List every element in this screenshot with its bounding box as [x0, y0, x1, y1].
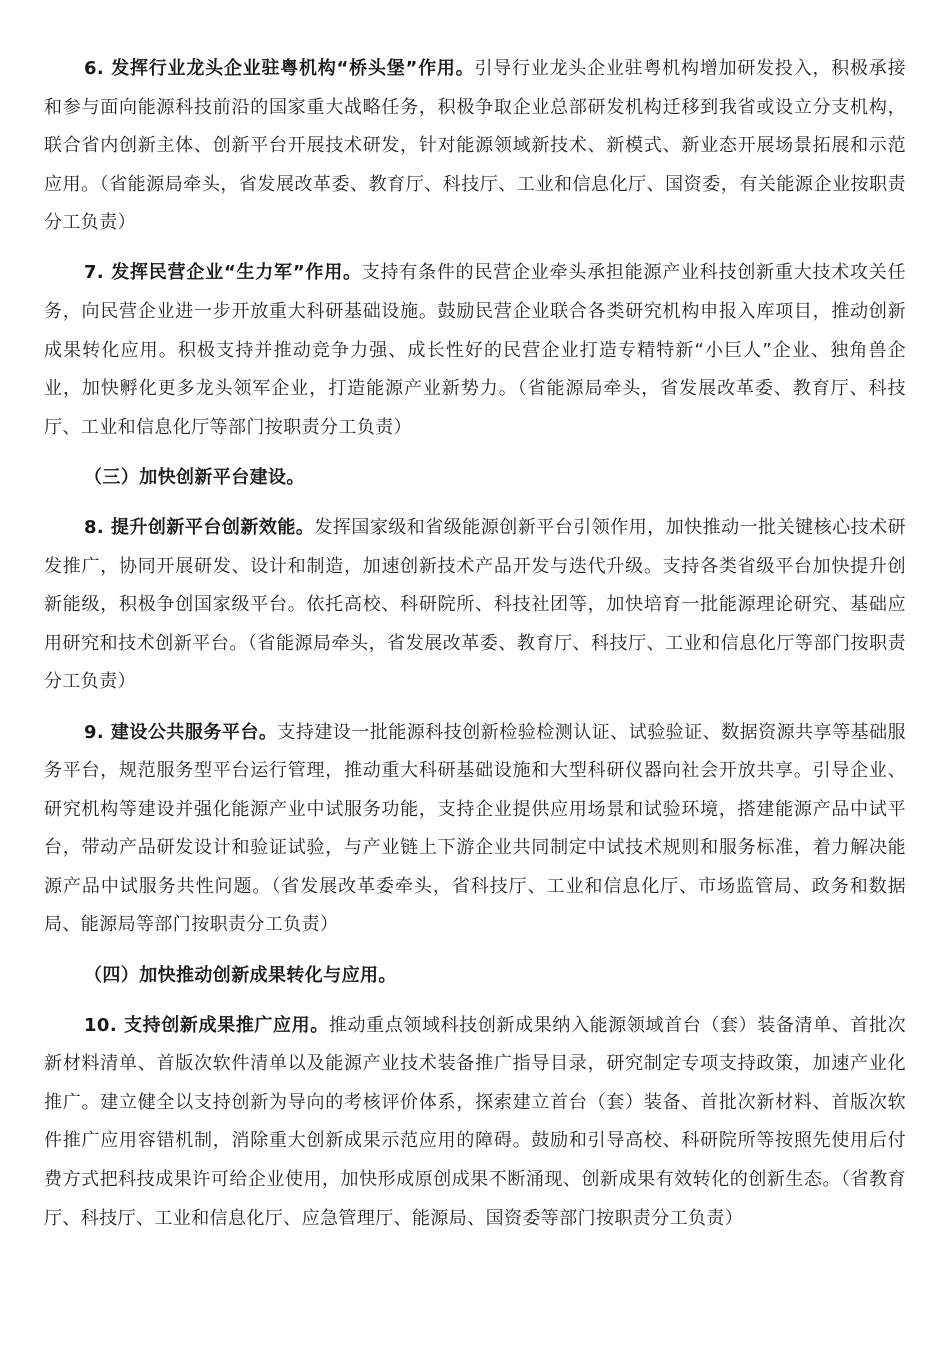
item-8-lead: 8. 提升创新平台创新效能。: [84, 517, 315, 539]
paragraph-item-10: [44, 1007, 906, 1239]
paragraph-item-9: [44, 714, 906, 946]
item-8-body: 发挥国家级和省级能源创新平台引领作用，加快推动一批关键核心技术研发推广，协同开展研发、设计和制造，加速创新技术产品开发与迭代升级。支持各类省级平台加快提升创新能级，积极争创国家级平台。依托高校、科研院所、科技社团等，加快培育一批能源理论研究、基础应用研究和技术创新平台。（省能源局牵头，省发展改革委、教育厅、科技厅、工业和信息化厅等部门按职责分工负责）: [44, 517, 907, 693]
section-heading-3: （三）加快创新平台建设。: [84, 466, 305, 488]
item-10-lead: 10. 支持创新成果推广应用。: [84, 1014, 329, 1036]
item-6-body: 引导行业龙头企业驻粤机构增加研发投入，积极承接和参与面向能源科技前沿的国家重大战略任务，积极争取企业总部研发机构迁移到我省或设立分支机构，联合省内创新主体、创新平台开展技术研发，针对能源领域新技术、新模式、新业态开展场景拓展和示范应用。（省能源局牵头，省发展改革委、教育厅、科技厅、工业和信息化厅、国资委，有关能源企业按职责分工负责）: [44, 58, 906, 234]
item-10-body: 推动重点领域科技创新成果纳入能源领域首台（套）装备清单、首批次新材料清单、首版次软件清单以及能源产业技术装备推广指导目录，研究制定专项支持政策，加速产业化推广。建立健全以支持创新为导向的考核评价体系，探索建立首台（套）装备、首批次新材料、首版次软件推广应用容错机制，消除重大创新成果示范应用的障碍。鼓励和引导高校、科研院所等按照先使用后付费方式把科技成果许可给企业使用，加快形成原创成果不断涌现、创新成果有效转化的创新生态。（省教育厅、科技厅、工业和信息化厅、应急管理厅、能源局、国资委等部门按职责分工负责）: [44, 1014, 906, 1229]
paragraph-item-6: [44, 50, 906, 243]
item-6-lead: 6. 发挥行业龙头企业驻粤机构“桥头堡”作用。: [84, 58, 475, 79]
item-9-body: 支持建设一批能源科技创新检验检测认证、试验验证、数据资源共享等基础服务平台，规范服务型平台运行管理，推动重大科研基础设施和大型科研仪器向社会开放共享。引导企业、研究机构等建设并强化能源产业中试服务功能，支持企业提供应用场景和试验环境，搭建能源产品中试平台，带动产品研发设计和验证试验，与产业链上下游企业共同制定中试技术规则和服务标准，着力解决能源产品中试服务共性问题。（省发展改革委牵头，省科技厅、工业和信息化厅、市场监管局、政务和数据局、能源局等部门按职责分工负责）: [44, 721, 906, 936]
item-9-lead: 9. 建设公共服务平台。: [84, 721, 278, 743]
item-7-body: 支持有条件的民营企业牵头承担能源产业科技创新重大技术攻关任务，向民营企业进一步开放重大科研基础设施。鼓励民营企业联合各类研究机构申报入库项目，推动创新成果转化应用。积极支持并推动竞争力强、成长性好的民营企业打造专精特新“小巨人”企业、独角兽企业，加快孵化更多龙头领军企业，打造能源产业新势力。（省能源局牵头，省发展改革委、教育厅、科技厅、工业和信息化厅等部门按职责分工负责）: [44, 262, 906, 438]
paragraph-item-7: [44, 254, 906, 447]
section-heading-4: （四）加快推动创新成果转化与应用。: [84, 964, 397, 986]
paragraph-item-8: [44, 509, 906, 702]
item-7-lead: 7. 发挥民营企业“生力军”作用。: [84, 262, 362, 284]
